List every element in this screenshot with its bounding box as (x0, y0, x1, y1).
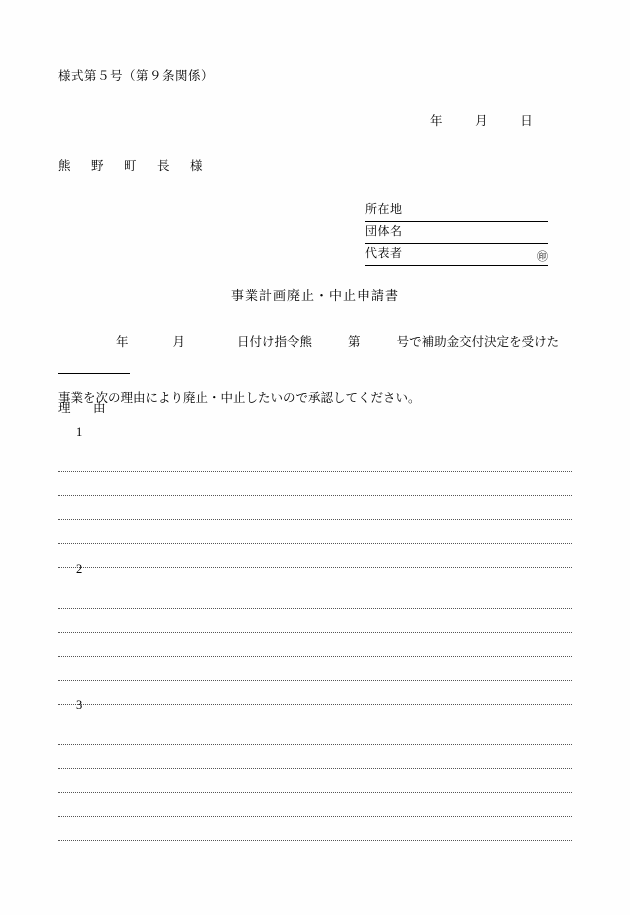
reason-line[interactable] (58, 520, 572, 544)
body-paragraph (58, 328, 572, 412)
body-month-label: 月 (172, 335, 186, 349)
date-line (430, 111, 533, 129)
reason-label: 理 由 (58, 401, 111, 415)
reason-line[interactable] (58, 745, 572, 769)
body-year-label: 年 (116, 335, 129, 349)
applicant-address-row[interactable] (365, 200, 548, 222)
body-line2: 事業を次の理由により廃止・中止したいので承認してください。 (58, 391, 421, 405)
body-blank-underline[interactable] (58, 373, 130, 374)
reason-line[interactable] (58, 817, 572, 841)
reason-number-3: 3 (76, 698, 83, 712)
applicant-representative-row[interactable] (365, 244, 548, 266)
form-number: 様式第５号（第９条関係） (58, 69, 215, 83)
applicant-organization-label: 団体名 (365, 224, 403, 238)
date-year-label: 年 (430, 114, 443, 128)
applicant-address-label: 所在地 (365, 202, 403, 216)
body-subsidy-text: 号で補助金交付決定を受けた (396, 335, 560, 349)
applicant-block (365, 200, 548, 266)
applicant-organization-row[interactable] (365, 222, 548, 244)
reason-group-2 (58, 562, 572, 705)
body-number-label: 第 (348, 335, 361, 349)
reason-line[interactable] (58, 609, 572, 633)
seal-icon: ㊞ (537, 251, 548, 263)
body-order-text: 日付け指令熊 (237, 335, 313, 349)
reason-line[interactable] (58, 793, 572, 817)
reason-number-1: 1 (76, 425, 83, 439)
reason-line[interactable] (58, 769, 572, 793)
page-title: 事業計画廃止・中止申請書 (230, 288, 399, 303)
reason-line[interactable] (58, 472, 572, 496)
reason-line[interactable] (58, 657, 572, 681)
reason-line[interactable] (58, 496, 572, 520)
reason-line[interactable] (58, 448, 572, 472)
reason-line[interactable] (58, 633, 572, 657)
reason-line[interactable] (58, 585, 572, 609)
applicant-representative-label: 代表者 (365, 246, 403, 260)
addressee: 熊 野 町 長 様 (58, 159, 207, 173)
reason-group-3 (58, 698, 572, 841)
reason-number-2: 2 (76, 562, 83, 576)
reason-group-1 (58, 425, 572, 568)
reason-line[interactable] (58, 721, 572, 745)
date-month-label: 月 (475, 114, 488, 128)
date-day-label: 日 (520, 114, 533, 128)
